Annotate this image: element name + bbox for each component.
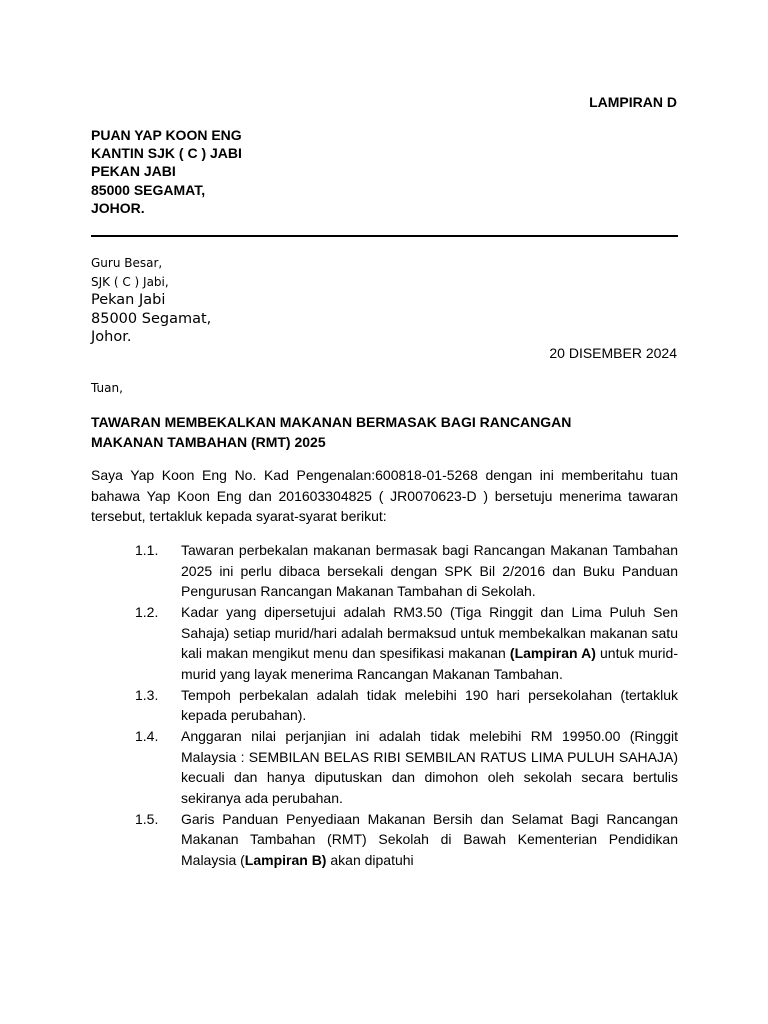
subject-line-2: MAKANAN TAMBAHAN (RMT) 2025 [91,434,326,450]
condition-text-part: untuk murid-murid yang layak menerima Rancangan Makanan Tambahan. [181,645,678,682]
subject-line-1: TAWARAN MEMBEKALKAN MAKANAN BERMASAK BAGI RANCANGAN [91,414,572,430]
recipient-address-block [91,291,211,347]
condition-text [181,726,678,808]
sender-address [91,126,242,217]
condition-number: 1.2. [135,604,159,620]
sender-line-state: JOHOR. [91,199,145,216]
condition-number: 1.3. [135,686,159,703]
condition-text-part: Tempoh perbekalan adalah tidak melebihi 190 hari persekolahan (tertakluk kepada perubahan). [181,686,678,723]
letter-subject [91,412,678,452]
intro-paragraph: Saya Yap Koon Eng No. Kad Pengenalan:600818-01-5268 dengan ini memberitahu tuan bahawa Yap Koon Eng dan 201603304825 ( JR0070623-D ) bersetuju menerima tawaran tersebut, tertakluk kepada syarat-syarat berikut: [91,467,678,524]
recipient-line-state: Johor. [91,329,132,345]
condition-number: 1.5. [135,810,159,827]
condition-text-bold: (Lampiran A) [509,645,596,661]
condition-number: 1.4. [135,728,159,744]
recipient-line-postcode: 85000 Segamat, [91,310,212,327]
lampiran-label: LAMPIRAN D [589,94,677,110]
condition-text-part: Kadar yang dipersetujui adalah RM3.50 (Tiga Ringgit dan Lima Puluh Sen Sahaja) setiap murid/hari adalah bermaksud untuk membekalkan makanan satu kali makan mengikut menu dan spesifikasi makanan [181,604,678,661]
condition-number: 1.1. [135,542,159,558]
condition-text-part: akan dipatuhi [326,851,414,868]
condition-item [135,540,678,602]
condition-item [135,602,678,684]
condition-text-bold: Lampiran B) [244,851,327,868]
letter-date: 20 DISEMBER 2024 [549,345,677,361]
recipient-title-block [91,254,169,291]
condition-text [181,685,678,726]
condition-text [181,809,678,871]
recipient-line-town: Pekan Jabi [91,292,166,308]
condition-text-part: Tawaran perbekalan makanan bermasak bagi Rancangan Makanan Tambahan 2025 ini perlu dibaca bersekali dengan SPK Bil 2/2016 dan Buku Panduan Pengurusan Rancangan Makanan Tambahan di Sekolah. [181,542,678,599]
salutation: Tuan, [91,381,123,395]
condition-item [135,809,678,871]
condition-item [135,685,678,726]
recipient-line-school: SJK ( C ) Jabi, [91,274,169,289]
sender-line-postcode: 85000 SEGAMAT, [91,181,206,198]
condition-text-part: Garis Panduan Penyediaan Makanan Bersih dan Selamat Bagi Rancangan Makanan Tambahan (RMT) Sekolah di Bawah Kementerian Pendidikan Malaysia ( [181,810,678,868]
condition-text [181,540,678,602]
recipient-line-title: Guru Besar, [91,256,163,270]
condition-item [135,726,678,808]
sender-line-name: PUAN YAP KOON ENG [91,127,242,143]
sender-line-town: PEKAN JABI [91,163,176,180]
sender-line-business: KANTIN SJK ( C ) JABI [91,145,242,162]
conditions-list [135,540,678,871]
condition-text-part: Anggaran nilai perjanjian ini adalah tidak melebihi RM 19950.00 (Ringgit Malaysia : SEMBILAN BELAS RIBI SEMBILAN RATUS LIMA PULUH SAHAJA) kecuali dan hanya diputuskan dan dimohon oleh sekolah secara bertulis sekiranya ada perubahan. [181,728,678,806]
condition-text [181,602,678,684]
letterhead-divider [91,235,678,237]
